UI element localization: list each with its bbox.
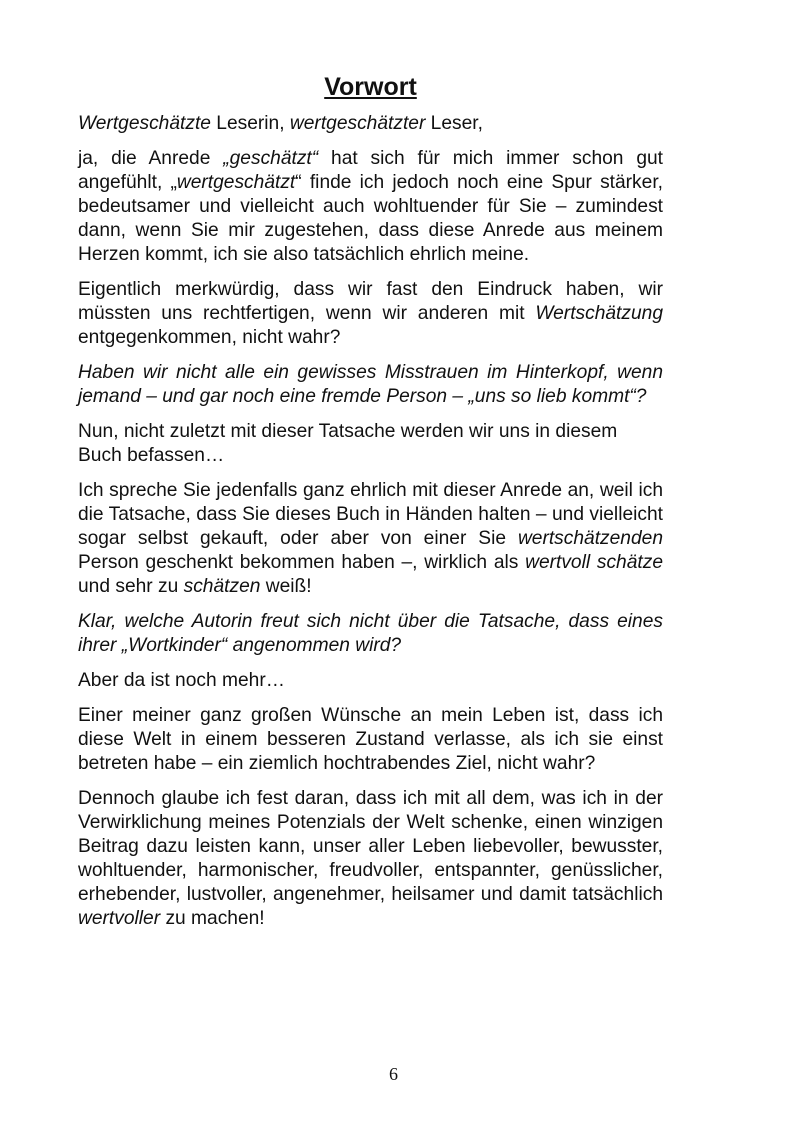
paragraph-9 <box>78 787 663 931</box>
paragraph-7: Aber da ist noch mehr… <box>78 670 285 691</box>
p5-emphasis-1: wertschätzenden <box>517 528 663 549</box>
salutation-emphasis-2: wertgeschätzter <box>289 113 426 134</box>
p5-emphasis-2: wertvoll schätze <box>525 552 663 573</box>
salutation-emphasis-1: Wertgeschätzte <box>78 113 211 134</box>
p9-text-1: Dennoch glaube ich fest daran, dass ich mit all dem, was ich in der Verwirklichung meines Potenzials der Welt schenke, einen winzigen Beitrag dazu leisten kann, unser aller Leben liebevoller, bewusster, wohltuender, harmonischer, freudvoller, entspannter, genüsslicher, erhebender, lustvoller, angenehmer, heilsamer und damit tatsächlich <box>78 788 663 905</box>
p9-emphasis-1: wertvoller <box>78 908 161 929</box>
p5-text-4: weiß! <box>260 576 312 597</box>
page-number: 6 <box>389 1064 398 1084</box>
paragraph-6-italic: Klar, welche Autorin freut sich nicht über die Tatsache, dass eines ihrer „Wortkinder“ angenommen wird? <box>78 611 663 656</box>
p1-text-3: “ finde ich jedoch noch eine Spur stärker, bedeutsamer und vielleicht auch wohltuender für Sie – zumindest dann, wenn Sie mir zugestehen, dass diese Anrede aus meinem Herzen kommt, ich sie also tatsächlich ehrlich meine. <box>78 172 663 265</box>
paragraph-8: Einer meiner ganz großen Wünsche an mein Leben ist, dass ich diese Welt in einem besseren Zustand verlasse, als ich sie einst betreten habe – ein ziemlich hochtrabendes Ziel, nicht wahr? <box>78 705 663 774</box>
paragraph-5 <box>78 479 663 599</box>
p1-emphasis-2: wertgeschätzt <box>176 172 296 193</box>
salutation-text-2: Leser, <box>425 113 483 134</box>
paragraph-3-italic: Haben wir nicht alle ein gewisses Misstrauen im Hinterkopf, wenn jemand – und gar noch eine fremde Person – „uns so lieb kommt“? <box>78 362 663 407</box>
document-page <box>78 72 663 942</box>
paragraph-1 <box>78 147 663 267</box>
p1-text-1: ja, die Anrede <box>78 148 224 169</box>
paragraph-4: Nun, nicht zuletzt mit dieser Tatsache werden wir uns in diesem Buch befassen… <box>78 421 618 466</box>
page-title: Vorwort <box>324 73 417 101</box>
p9-text-2: zu machen! <box>160 908 265 929</box>
p2-text-2: entgegenkommen, nicht wahr? <box>78 327 341 348</box>
salutation-paragraph <box>78 112 663 136</box>
p5-text-1: Ich spreche Sie jedenfalls ganz ehrlich mit dieser Anrede an, weil ich die Tatsache, dass Sie dieses Buch in Händen halten – und vielleicht sogar selbst gekauft, oder aber von einer Sie <box>78 480 663 549</box>
paragraph-2 <box>78 278 663 350</box>
p1-text-2: hat sich für mich immer schon gut angefühlt, „ <box>78 148 663 193</box>
p5-text-3: und sehr zu <box>78 576 184 597</box>
salutation-text-1: Leserin, <box>210 113 290 134</box>
p2-text-1: Eigentlich merkwürdig, dass wir fast den Eindruck haben, wir müssten uns rechtfertigen, wenn wir anderen mit <box>78 279 663 324</box>
p5-emphasis-3: schätzen <box>183 576 261 597</box>
p5-text-2: Person geschenkt bekommen haben –, wirklich als <box>78 552 526 573</box>
p2-emphasis-1: Wertschätzung <box>535 303 663 324</box>
p1-emphasis-1: „geschätzt“ <box>223 148 319 169</box>
